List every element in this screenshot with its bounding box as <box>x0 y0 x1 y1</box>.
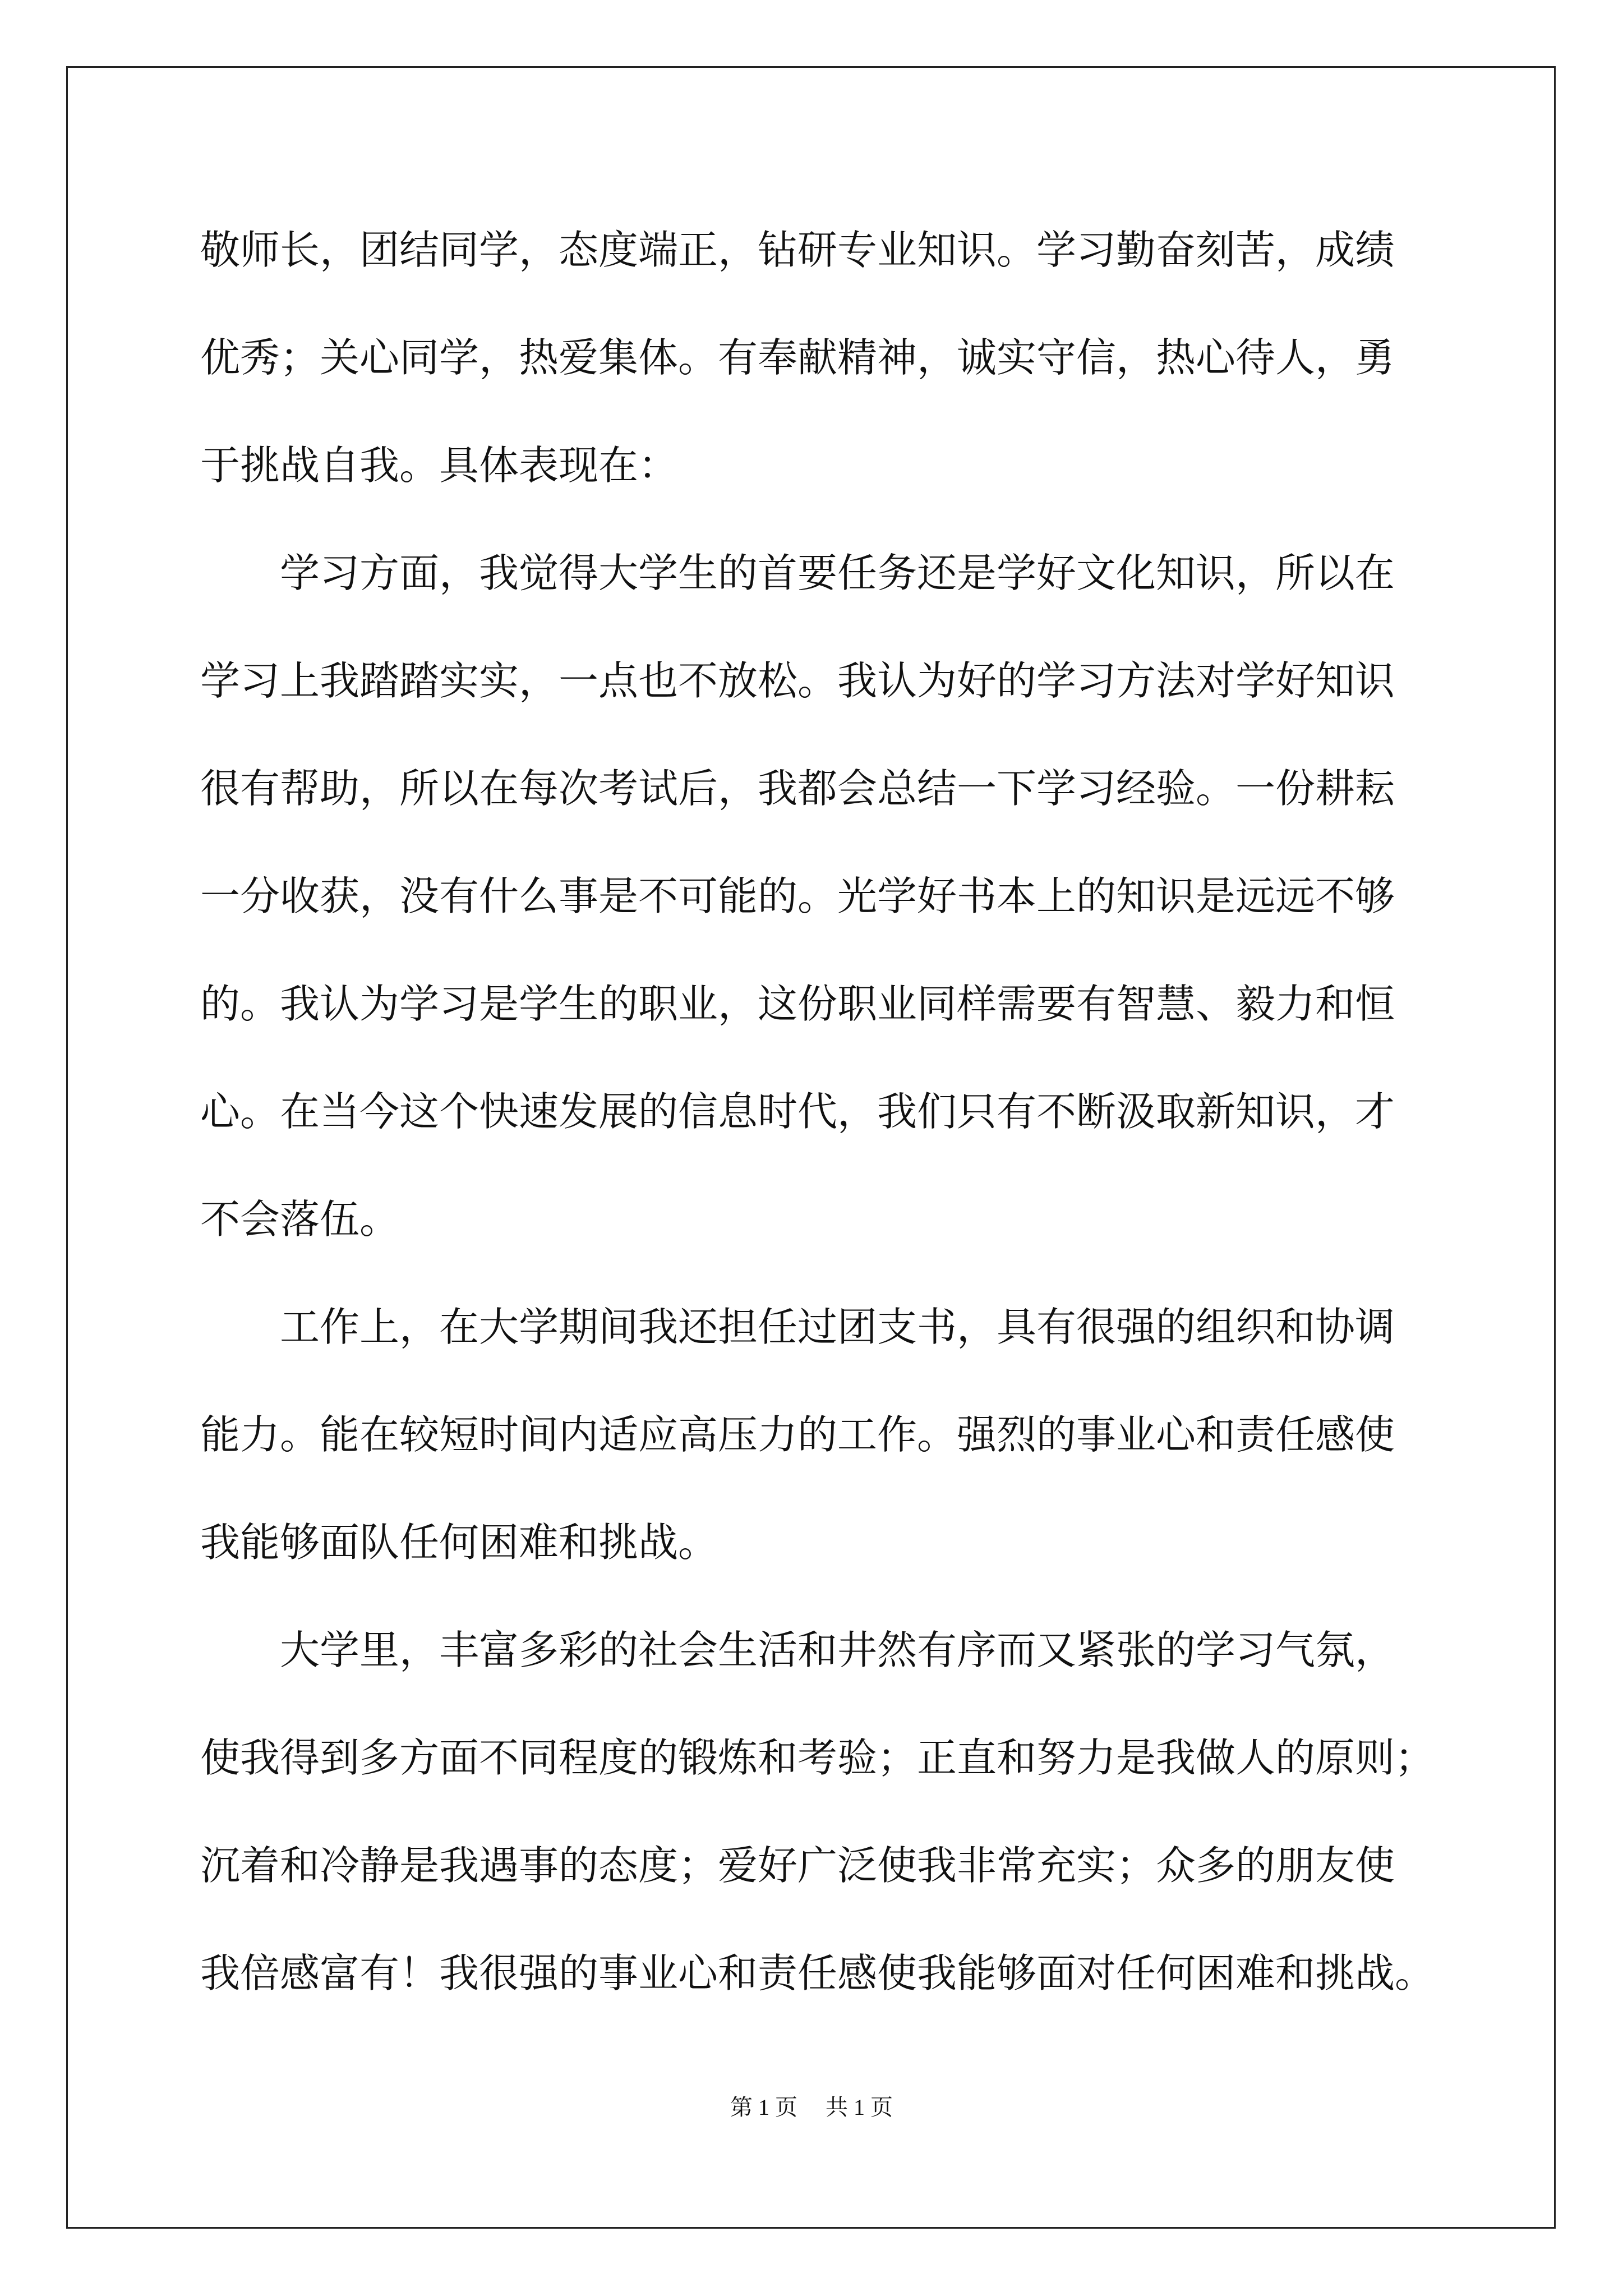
page-number-footer: 第 1 页 共 1 页 <box>730 2095 893 2120</box>
text-line: 一分收获，没有什么事是不可能的。光学好书本上的知识是远远不够 <box>200 873 1395 919</box>
text-line: 我倍感富有！我很强的事业心和责任感使我能够面对任何困难和挑战。 <box>200 1950 1435 1996</box>
text-line: 大学里，丰富多彩的社会生活和井然有序而又紧张的学习气氛， <box>200 1627 1395 1673</box>
text-line: 很有帮助，所以在每次考试后，我都会总结一下学习经验。一份耕耘 <box>200 765 1395 812</box>
text-line: 学习上我踏踏实实，一点也不放松。我认为好的学习方法对学好知识 <box>200 657 1395 704</box>
text-line: 学习方面，我觉得大学生的首要任务还是学好文化知识，所以在 <box>200 550 1395 596</box>
text-line: 优秀；关心同学，热爱集体。有奉献精神，诚实守信，热心待人，勇 <box>200 334 1395 381</box>
text-line: 于挑战自我。具体表现在： <box>200 442 679 489</box>
text-line: 不会落伍。 <box>200 1196 400 1243</box>
text-line: 能力。能在较短时间内适应高压力的工作。强烈的事业心和责任感使 <box>200 1411 1395 1458</box>
document-body <box>200 196 1434 2027</box>
text-line: 使我得到多方面不同程度的锻炼和考验；正直和努力是我做人的原则； <box>200 1734 1435 1781</box>
text-line: 的。我认为学习是学生的职业，这份职业同样需要有智慧、毅力和恒 <box>200 981 1395 1027</box>
text-line: 心。在当今这个快速发展的信息时代，我们只有不断汲取新知识，才 <box>200 1088 1395 1135</box>
text-line: 敬师长，团结同学，态度端正，钻研专业知识。学习勤奋刻苦，成绩 <box>200 227 1395 273</box>
text-line: 我能够面队任何困难和挑战。 <box>200 1519 718 1566</box>
text-line: 工作上，在大学期间我还担任过团支书，具有很强的组织和协调 <box>200 1304 1395 1350</box>
text-line: 沉着和冷静是我遇事的态度；爱好广泛使我非常充实；众多的朋友使 <box>200 1842 1395 1889</box>
